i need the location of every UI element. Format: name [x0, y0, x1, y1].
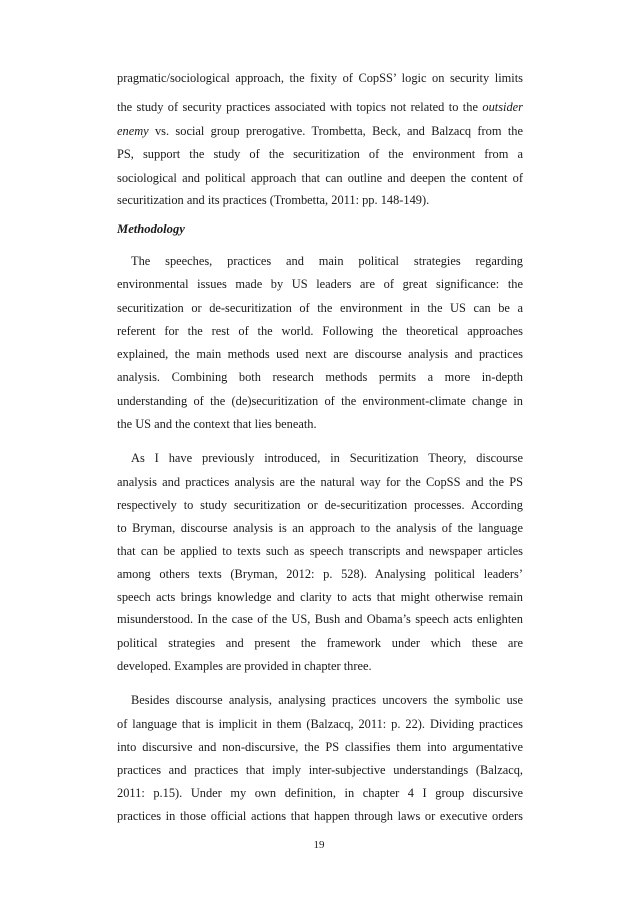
paragraph-1-line-1: pragmatic/sociological approach, the fixity of CopSS’ logic on security limits	[117, 71, 523, 85]
section-heading-methodology: Methodology	[117, 222, 185, 236]
paragraph-2-line-7: understanding of the (de)securitization of the environment-climate change in	[117, 394, 523, 408]
paragraph-3-line-3: respectively to study securitization or de-securitization processes. According	[117, 498, 523, 512]
page-number: 19	[313, 839, 325, 851]
paragraph-3-line-8: misunderstood. In the case of the US, Bush and Obama’s speech acts enlighten	[117, 612, 523, 626]
italic-term-outsider: outsider	[482, 100, 523, 114]
paragraph-1-line-6: securitization and its practices (Trombetta, 2011: pp. 148-149).	[117, 193, 430, 207]
paragraph-3-line-2: analysis and practices analysis are the natural way for the CopSS and the PS	[117, 475, 523, 489]
paragraph-4-line-1: Besides discourse analysis, analysing practices uncovers the symbolic use	[131, 693, 523, 707]
paragraph-3-line-5: that can be applied to texts such as speech transcripts and newspaper articles	[117, 544, 523, 558]
paragraph-4-line-3: into discursive and non-discursive, the PS classifies them into argumentative	[117, 740, 523, 754]
paragraph-4-line-6: practices in those official actions that happen through laws or executive orders	[117, 809, 523, 823]
paragraph-2-line-6: analysis. Combining both research methods permits a more in-depth	[117, 370, 523, 384]
paragraph-4-line-4: practices and practices that imply inter-subjective understandings (Balzacq,	[117, 763, 523, 777]
paragraph-3-line-6: among others texts (Bryman, 2012: p. 528). Analysing political leaders’	[117, 567, 523, 581]
paragraph-1-line-3-text: vs. social group prerogative. Trombetta, Beck, and Balzacq from the	[154, 124, 523, 138]
paragraph-1-line-4: PS, support the study of the securitization of the environment from a	[117, 147, 523, 161]
paragraph-3-line-4: to Bryman, discourse analysis is an approach to the analysis of the language	[117, 521, 523, 535]
paragraph-2-line-8: the US and the context that lies beneath.	[117, 417, 317, 431]
paragraph-1-line-5: sociological and political approach that can outline and deepen the content of	[117, 171, 523, 185]
paragraph-3-line-7: speech acts brings knowledge and clarity to acts that might otherwise remain	[117, 590, 523, 604]
italic-term-enemy: enemy	[117, 124, 149, 138]
paragraph-2-line-1: The speeches, practices and main political strategies regarding	[131, 254, 523, 268]
paragraph-1-line-2	[117, 99, 523, 115]
paragraph-3-line-10: developed. Examples are provided in chapter three.	[117, 659, 372, 673]
paragraph-3-line-1: As I have previously introduced, in Securitization Theory, discourse	[131, 451, 523, 465]
paragraph-4-line-5: 2011: p.15). Under my own definition, in chapter 4 I group discursive	[117, 786, 523, 800]
paragraph-2-line-3: securitization or de-securitization of the environment in the US can be a	[117, 301, 523, 315]
paragraph-2-line-2: environmental issues made by US leaders are of great significance: the	[117, 277, 523, 291]
paragraph-1-line-3	[117, 123, 523, 139]
paragraph-2-line-5: explained, the main methods used next are discourse analysis and practices	[117, 347, 523, 361]
paragraph-3-line-9: political strategies and present the framework under which these are	[117, 636, 523, 650]
paragraph-1-line-2-text: the study of security practices associated with topics not related to the	[117, 100, 478, 114]
paragraph-4-line-2: of language that is implicit in them (Balzacq, 2011: p. 22). Dividing practices	[117, 717, 523, 731]
paragraph-2-line-4: referent for the rest of the world. Following the theoretical approaches	[117, 324, 523, 338]
